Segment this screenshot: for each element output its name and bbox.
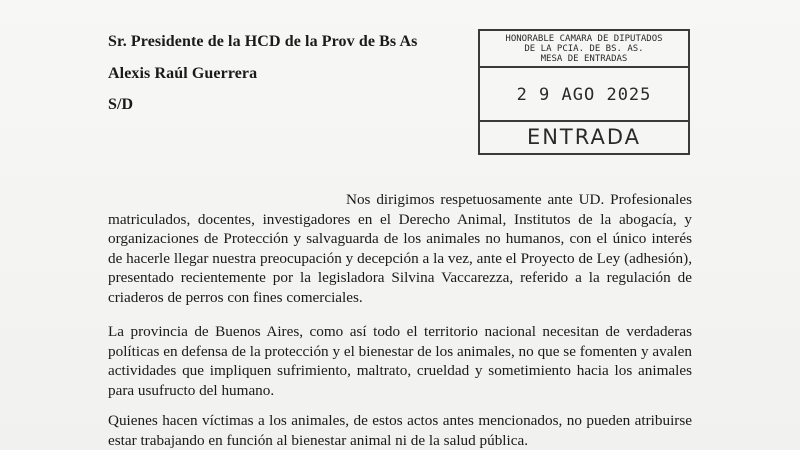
stamp-line-2: DE LA PCIA. DE BS. AS. (524, 44, 644, 54)
stamp-line-3: MESA DE ENTRADAS (540, 54, 628, 64)
stamp-label: ENTRADA (526, 125, 642, 149)
paragraph-2-text: La provincia de Buenos Aires, como así todo el territorio nacional necesitan de verdaderas políticas en defensa de la protección y el bienestar de los animales, no que se fomenten y avalen actividades que impliquen sufrimiento, maltrato, crueldad y sometimiento hacia los animales para usufructo del humano. (108, 323, 692, 399)
paragraph-2 (108, 322, 692, 400)
addressee-title: Sr. Presidente de la HCD de la Prov de Bs As (108, 33, 418, 50)
paragraph-3-text: Quienes hacen víctimas a los animales, de estos actos antes mencionados, no pueden atribuirse estar trabajando en función al bienestar animal ni de la salud pública. (108, 412, 692, 449)
stamp-header (480, 31, 688, 68)
paragraph-1 (108, 190, 692, 307)
paragraph-3 (108, 411, 692, 450)
stamp-line-1: HONORABLE CAMARA DE DIPUTADOS (505, 34, 663, 44)
reception-stamp (478, 29, 690, 155)
addressee-name: Alexis Raúl Guerrera (108, 65, 258, 82)
paragraph-1-text: Nos dirigimos respetuosamente ante UD. Profesionales matriculados, docentes, investigadores en el Derecho Animal, Institutos de la abogacía, y organizaciones de Protección y salvaguarda de los animales no humanos, con el único interés de hacerle llegar nuestra preocupación y decepción a la vez, ante el Proyecto de Ley (adhesión), presentado recientemente por la legisladora Silvina Vaccarezza, referido a la regulación de criaderos de perros con fines comerciales. (108, 191, 692, 306)
addressee-sd: S/D (108, 96, 134, 113)
stamp-date: 2 9 AGO 2025 (480, 68, 688, 122)
